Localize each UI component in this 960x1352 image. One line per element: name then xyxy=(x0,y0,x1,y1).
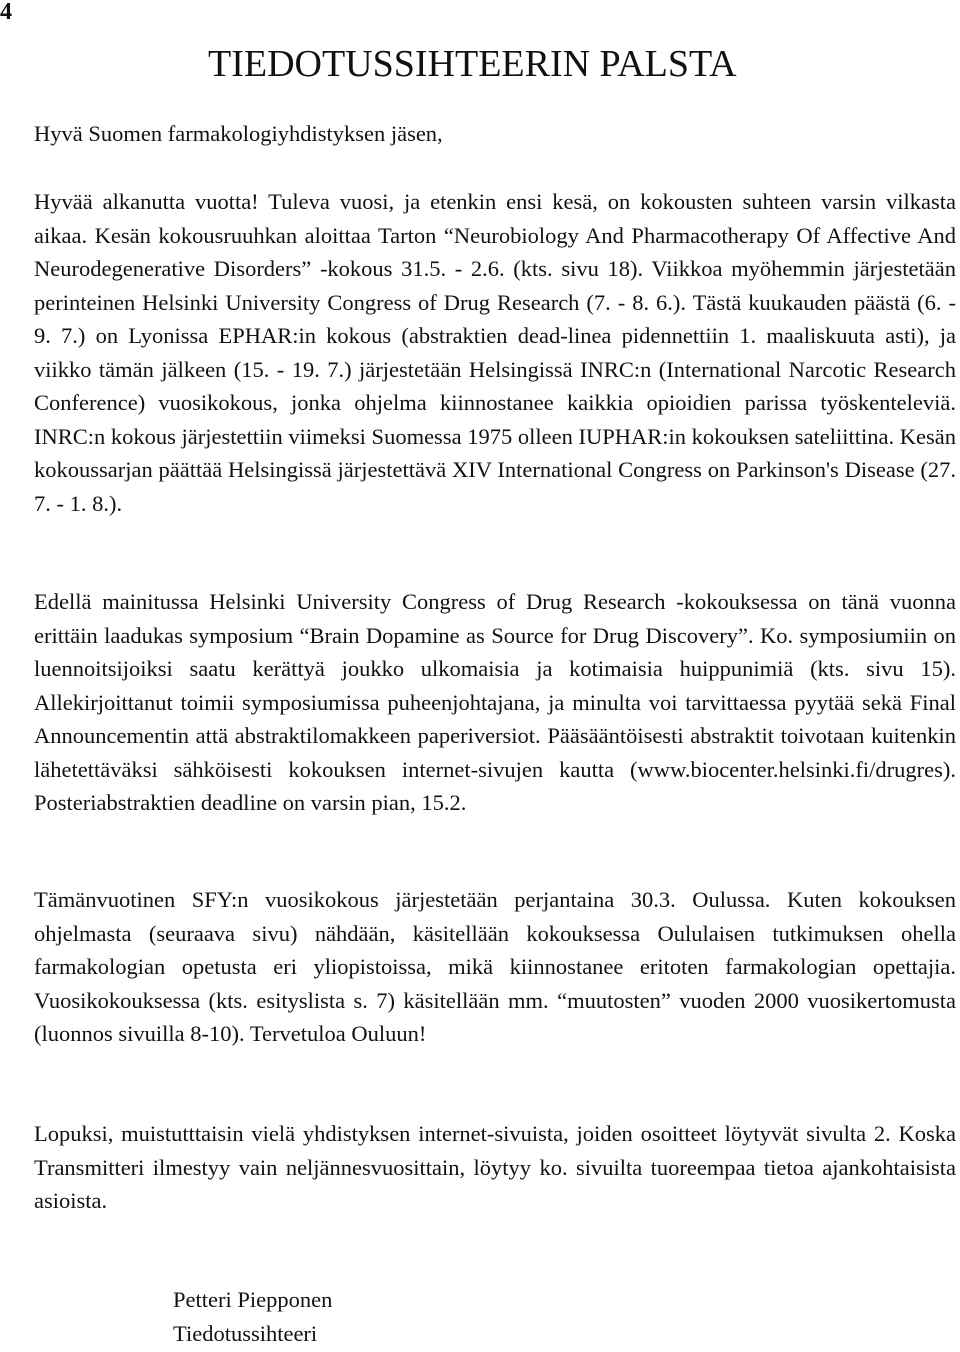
page-number: 4 xyxy=(0,0,12,25)
salutation: Hyvä Suomen farmakologiyhdistyksen jäsen, xyxy=(34,121,443,146)
signature-role: Tiedotussihteeri xyxy=(173,1321,318,1346)
paragraph-symposium: Edellä mainitussa Helsinki University Congress of Drug Research -kokouksessa on tänä vuonna erittäin laadukas symposium “Brain Dopamine as Source for Drug Discovery”. Ko. symposiumiin on luennoitsijoiksi saatu kerättyä joukko ulkomaisia ja kotimaisia huippunimiä (kts. sivu 15). Allekirjoittanut toimii symposiumissa puheenjohtajana, ja minulta voi tarvittaessa pyytää sekä Final Announcementin attä abstraktilomakkeen paperiversiot. Pääsääntöisesti abstraktit toivotaan kuitenkin lähetettäväksi sähköisesti kokouksen internet-sivujen kautta (www.biocenter.helsinki.fi/drugres). Posteriabstraktien deadline on varsin pian, 15.2. xyxy=(34,589,956,815)
paragraph-meetings: Hyvää alkanutta vuotta! Tuleva vuosi, ja etenkin ensi kesä, on kokousten suhteen varsin vilkasta aikaa. Kesän kokousruuhkan aloittaa Tarton “Neurobiology And Pharmacotherapy Of Affective And Neurodegenerative Disorders” -kokous 31.5. - 2.6. (kts. sivu 18). Viikkoa myöhemmin järjestetään perinteinen Helsinki University Congress of Drug Research (7. - 8. 6.). Tästä kuukauden päästä (6. - 9. 7.) on Lyonissa EPHAR:in kokous (abstraktien dead-linea pidennettiin 1. maaliskuuta asti), ja viikko tämän jälkeen (15. - 19. 7.) järjestetään Helsingissä INRC:n (International Narcotic Research Conference) vuosikokous, jonka ohjelma kiinnostanee kaikkia opioidien parissa työskenteleviä. INRC:n kokous järjestettiin viimeksi Suomessa 1975 olleen IUPHAR:in kokouksen sateliittina. Kesän kokoussarjan päättää Helsingissä järjestettävä XIV International Congress on Parkinson's Disease (27. 7. - 1. 8.). xyxy=(34,189,956,516)
page-title: TIEDOTUSSIHTEERIN PALSTA xyxy=(208,43,737,85)
paragraph-closing: Lopuksi, muistutttaisin vielä yhdistyksen internet-sivuista, joiden osoitteet löytyvät sivulta 2. Koska Transmitteri ilmestyy vain neljännesvuosittain, löytyy ko. sivuilta tuoreempaa tietoa ajankohtaisista asioista. xyxy=(34,1121,956,1213)
signature-name: Petteri Piepponen xyxy=(173,1287,333,1312)
paragraph-annual-meeting: Tämänvuotinen SFY:n vuosikokous järjestetään perjantaina 30.3. Oulussa. Kuten kokouksen ohjelmasta (seuraava sivu) nähdään, käsitellään kokouksessa Oululaisen tutkimuksen ohella farmakologian opetusta eri yliopistoissa, mikä kiinnostanee eritoten farmakologian opettajia. Vuosikokouksessa (kts. esityslista s. 7) käsitellään mm. “muutosten” vuoden 2000 vuosikertomusta (luonnos sivuilla 8-10). Tervetuloa Ouluun! xyxy=(34,887,956,1046)
signature-block xyxy=(173,1283,332,1351)
